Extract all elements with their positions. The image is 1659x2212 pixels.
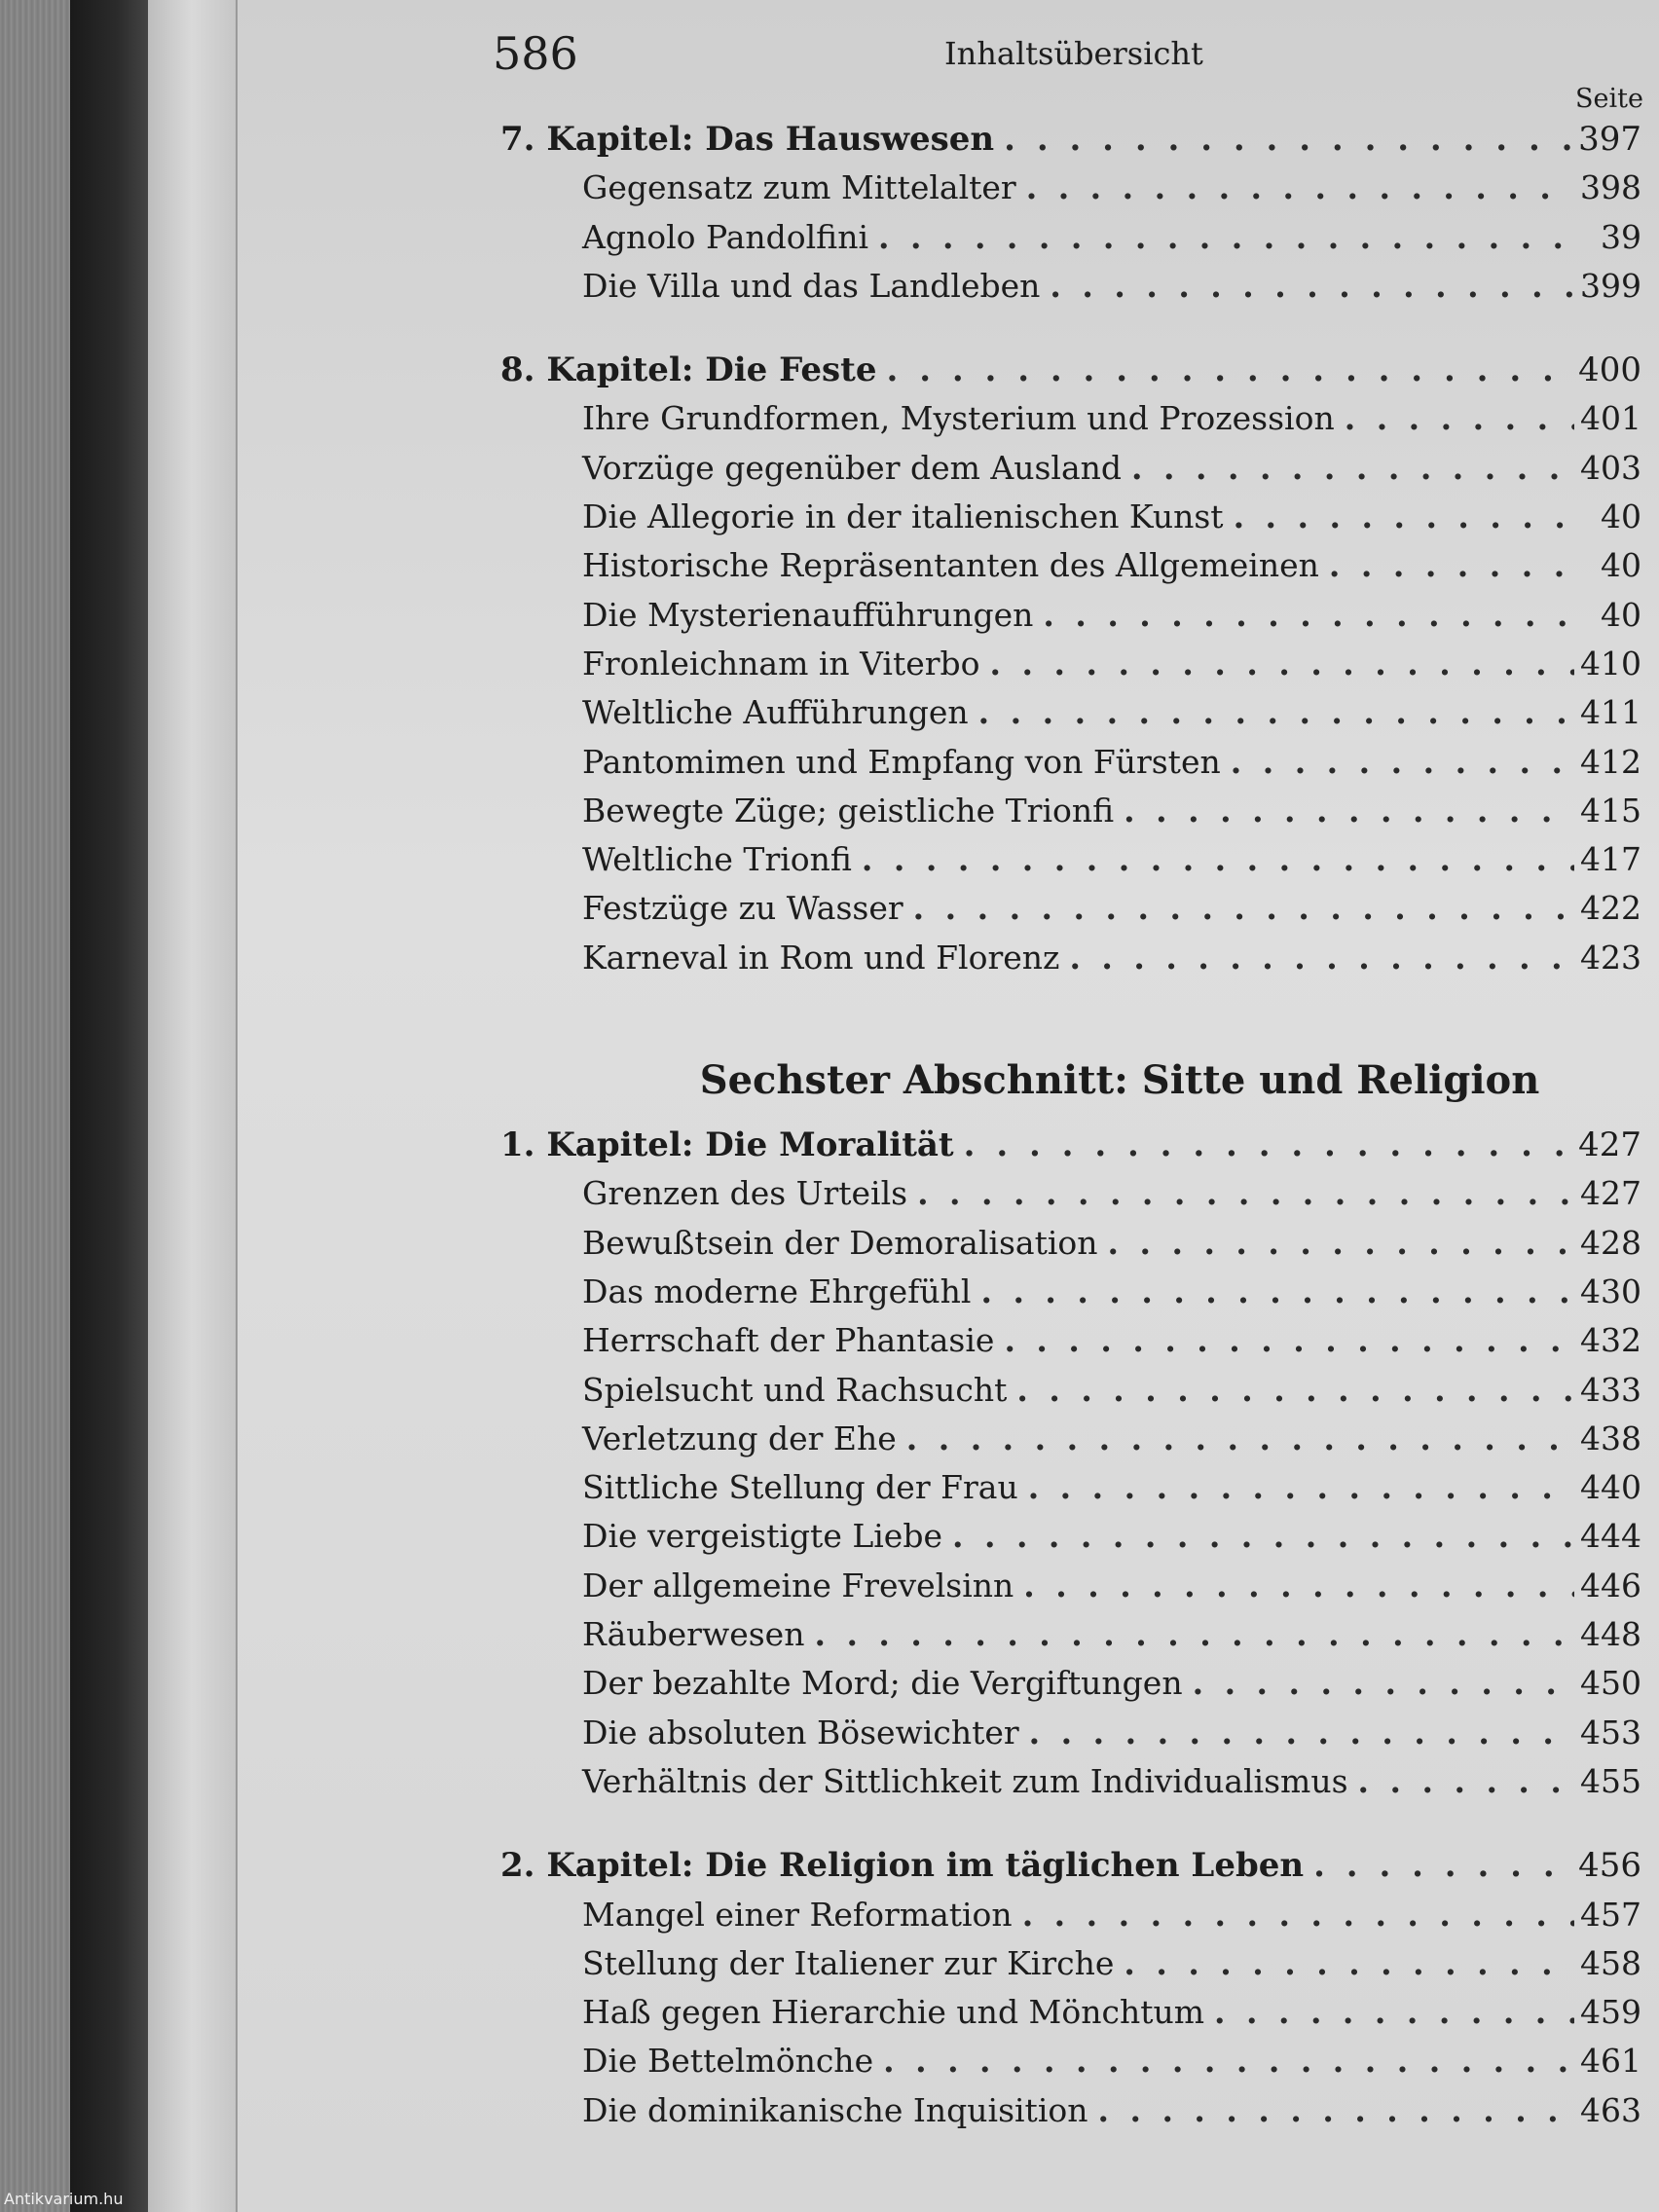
item-page: 444: [1580, 1517, 1641, 1556]
book-page: [238, 0, 1659, 2212]
item-page: 458: [1580, 1943, 1641, 1982]
item-page: 446: [1580, 1566, 1641, 1604]
toc-item: [500, 640, 1641, 688]
leader-dots: [1022, 1891, 1574, 1939]
toc-item: [500, 1939, 1641, 1988]
toc-item: [500, 591, 1641, 640]
item-label: Gegensatz zum Mittelalter: [582, 168, 1016, 207]
item-page: 40: [1601, 595, 1641, 634]
toc-item: [500, 1562, 1641, 1610]
item-label: Herrschaft der Phantasie: [582, 1321, 995, 1360]
item-label: Verhältnis der Sittlichkeit zum Individualismus: [582, 1761, 1348, 1800]
item-page: 422: [1580, 889, 1641, 928]
item-page: 450: [1580, 1664, 1641, 1703]
leader-dots: [1004, 1316, 1574, 1365]
leader-dots: [917, 1169, 1574, 1218]
toc-item: [500, 394, 1641, 443]
item-label: Weltliche Trionfi: [582, 840, 852, 879]
item-page: 440: [1580, 1468, 1641, 1507]
toc-chapter: [500, 1121, 1641, 1169]
item-label: Fronleichnam in Viterbo: [582, 644, 980, 682]
item-label: Das moderne Ehrgefühl: [582, 1272, 972, 1310]
toc-item: [500, 738, 1641, 787]
toc-item: [500, 1366, 1641, 1415]
leader-dots: [964, 1121, 1572, 1169]
toc-item: [500, 1988, 1641, 2037]
item-label: Die vergeistigte Liebe: [582, 1517, 942, 1556]
leader-dots: [1029, 1709, 1574, 1757]
toc-item: [500, 835, 1641, 884]
item-page: 410: [1580, 644, 1641, 682]
item-label: Mangel einer Reformation: [582, 1895, 1013, 1934]
leader-dots: [980, 1268, 1574, 1316]
item-page: 459: [1580, 1993, 1641, 2032]
toc-item: [500, 1415, 1641, 1463]
leader-dots: [1023, 1562, 1574, 1610]
toc-item: [500, 787, 1641, 835]
spacer: [500, 982, 1641, 1051]
item-label: Verletzung der Ehe: [582, 1419, 897, 1457]
item-page: 432: [1580, 1321, 1641, 1360]
toc-item: [500, 688, 1641, 737]
toc-item: [500, 1610, 1641, 1659]
background-surface: [0, 0, 78, 2212]
item-label: Pantomimen und Empfang von Fürsten: [582, 742, 1221, 781]
leader-dots: [887, 346, 1573, 394]
chapter-title: 1. Kapitel: Die Moralität: [500, 1125, 954, 1165]
leader-dots: [1214, 1988, 1574, 2037]
item-page: 448: [1580, 1615, 1641, 1654]
item-label: Historische Repräsentanten des Allgemeinen: [582, 546, 1319, 585]
leader-dots: [1028, 1463, 1574, 1512]
leader-dots: [1098, 2086, 1575, 2135]
item-page: 403: [1580, 448, 1641, 487]
leader-dots: [1124, 787, 1574, 835]
toc-chapter: [500, 346, 1641, 394]
item-page: 438: [1580, 1419, 1641, 1457]
page-column-label: Seite: [1575, 84, 1643, 114]
item-label: Sittliche Stellung der Frau: [582, 1468, 1018, 1507]
toc-item: [500, 1891, 1641, 1939]
book-spine: [70, 0, 148, 2212]
item-label: Agnolo Pandolfini: [582, 217, 869, 256]
leader-dots: [1234, 493, 1575, 541]
leader-dots: [1131, 444, 1574, 493]
item-label: Vorzüge gegenüber dem Ausland: [582, 448, 1123, 487]
toc-item: [500, 164, 1641, 212]
leader-dots: [906, 1415, 1574, 1463]
item-page: 457: [1580, 1895, 1641, 1934]
leader-dots: [1050, 262, 1574, 311]
toc-item: [500, 213, 1641, 262]
item-page: 428: [1580, 1223, 1641, 1262]
item-page: 423: [1580, 938, 1641, 977]
toc-item: [500, 1757, 1641, 1806]
leader-dots: [952, 1512, 1574, 1561]
item-label: Grenzen des Urteils: [582, 1174, 908, 1213]
item-page: 453: [1580, 1713, 1641, 1751]
leader-dots: [1069, 934, 1574, 982]
item-label: Bewegte Züge; geistliche Trionfi: [582, 791, 1115, 830]
item-page: 427: [1580, 1174, 1641, 1213]
leader-dots: [1358, 1757, 1574, 1806]
toc-item: [500, 934, 1641, 982]
leader-dots: [1043, 591, 1575, 640]
item-label: Haß gegen Hierarchie und Mönchtum: [582, 1993, 1205, 2032]
item-page: 433: [1580, 1370, 1641, 1409]
item-page: 399: [1580, 266, 1641, 305]
item-page: 461: [1580, 2042, 1641, 2081]
item-label: Die absoluten Bösewichter: [582, 1713, 1019, 1751]
toc-item: [500, 541, 1641, 590]
item-label: Bewußtsein der Demoralisation: [582, 1223, 1098, 1262]
item-label: Die Bettelmönche: [582, 2042, 874, 2081]
leader-dots: [1193, 1659, 1574, 1708]
item-page: 40: [1601, 546, 1641, 585]
item-label: Die Mysterienaufführungen: [582, 595, 1034, 634]
item-label: Karneval in Rom und Florenz: [582, 938, 1060, 977]
item-label: Die dominikanische Inquisition: [582, 2090, 1088, 2129]
item-page: 415: [1580, 791, 1641, 830]
item-label: Festzüge zu Wasser: [582, 889, 903, 928]
page-number: 586: [493, 27, 578, 80]
item-page: 40: [1601, 498, 1641, 536]
toc-item: [500, 1709, 1641, 1757]
item-page: 455: [1580, 1761, 1641, 1800]
item-label: Der bezahlte Mord; die Vergiftungen: [582, 1664, 1183, 1703]
spacer: [500, 1806, 1641, 1841]
section-title: Sechster Abschnitt: Sitte und Religion: [699, 1057, 1540, 1104]
leader-dots: [1004, 115, 1572, 164]
item-page: 430: [1580, 1272, 1641, 1310]
leader-dots: [1329, 541, 1575, 590]
chapter-title: 8. Kapitel: Die Feste: [500, 350, 877, 390]
toc-item: [500, 1169, 1641, 1218]
leader-dots: [883, 2037, 1574, 2085]
item-page: 463: [1580, 2090, 1641, 2129]
leader-dots: [913, 884, 1574, 933]
item-label: Räuberwesen: [582, 1615, 805, 1654]
item-label: Weltliche Aufführungen: [582, 693, 969, 732]
item-label: Der allgemeine Frevelsinn: [582, 1566, 1014, 1604]
leader-dots: [990, 640, 1574, 688]
toc-item: [500, 2086, 1641, 2135]
leader-dots: [978, 688, 1574, 737]
watermark-logo: Antikvarium.hu: [4, 2190, 124, 2208]
toc-item: [500, 1512, 1641, 1561]
toc-item: [500, 1316, 1641, 1365]
item-label: Die Allegorie in der italienischen Kunst: [582, 498, 1224, 536]
toc-item: [500, 2037, 1641, 2085]
chapter-page: 400: [1578, 350, 1641, 390]
toc-item: [500, 262, 1641, 311]
item-page: 39: [1601, 217, 1641, 256]
toc-item: [500, 1268, 1641, 1316]
leader-dots: [878, 213, 1575, 262]
item-page: 401: [1580, 399, 1641, 438]
spacer: [500, 311, 1641, 346]
leader-dots: [1231, 738, 1574, 787]
toc-item: [500, 1659, 1641, 1708]
item-page: 417: [1580, 840, 1641, 879]
running-title: Inhaltsübersicht: [944, 35, 1203, 72]
item-page: 412: [1580, 742, 1641, 781]
toc-item: [500, 884, 1641, 933]
item-label: Ihre Grundformen, Mysterium und Prozession: [582, 399, 1335, 438]
item-page: 411: [1580, 693, 1641, 732]
toc-item: [500, 444, 1641, 493]
toc-item: [500, 1219, 1641, 1268]
chapter-title: 7. Kapitel: Das Hauswesen: [500, 120, 995, 159]
book-cover-edge: [148, 0, 238, 2212]
leader-dots: [862, 835, 1574, 884]
table-of-contents: [500, 115, 1641, 2135]
leader-dots: [1016, 1366, 1574, 1415]
toc-item: [500, 1463, 1641, 1512]
spacer: [500, 1111, 1641, 1121]
item-label: Stellung der Italiener zur Kirche: [582, 1943, 1115, 1982]
toc-chapter: [500, 1841, 1641, 1890]
leader-dots: [1345, 394, 1574, 443]
chapter-page: 427: [1578, 1125, 1641, 1165]
leader-dots: [1108, 1219, 1574, 1268]
leader-dots: [1026, 164, 1574, 212]
item-label: Spielsucht und Rachsucht: [582, 1370, 1008, 1409]
leader-dots: [1124, 1939, 1574, 1988]
item-page: 398: [1580, 168, 1641, 207]
chapter-page: 397: [1578, 120, 1641, 159]
chapter-title: 2. Kapitel: Die Religion im täglichen Leben: [500, 1846, 1305, 1886]
chapter-page: 456: [1578, 1846, 1641, 1886]
toc-chapter: [500, 115, 1641, 164]
toc-item: [500, 493, 1641, 541]
leader-dots: [1313, 1841, 1572, 1890]
item-label: Die Villa und das Landleben: [582, 266, 1041, 305]
leader-dots: [814, 1610, 1574, 1659]
